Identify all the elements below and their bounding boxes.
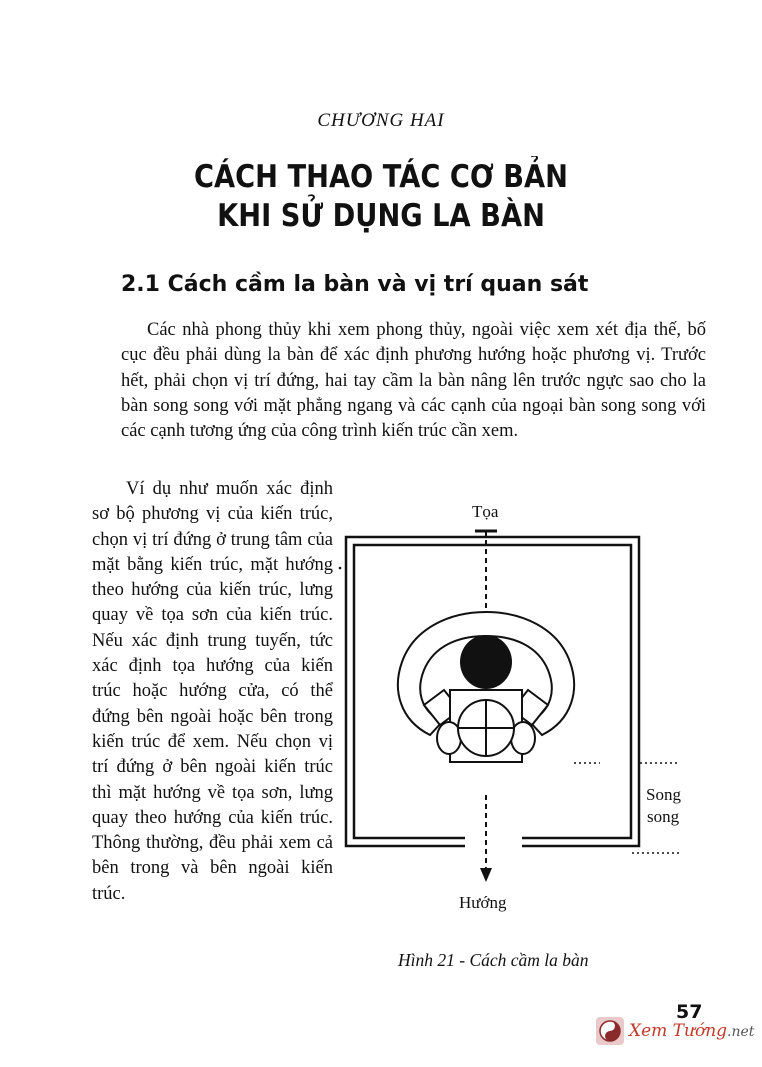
arrow-down-icon [480, 868, 492, 882]
watermark-brand: Xem Tướng [629, 1021, 728, 1041]
chapter-title-line-1: CÁCH THAO TÁC CƠ BẢN [194, 159, 568, 195]
figure-compass-holding [330, 495, 700, 930]
label-huong: Hướng [459, 893, 507, 912]
person-head [460, 635, 512, 689]
paragraph-example: Ví dụ như muốn xác định sơ bộ phương vị của kiến trúc, chọn vị trí đứng ở trung tâm của mặt bằng kiến trúc, mặt hướng theo hướng của kiến trúc, lưng quay về tọa sơn của kiến trúc. Nếu xác định trung tuyến, tức xác định tọa hướng của kiến trúc hoặc hướng cửa, có thể đứng bên ngoài hoặc bên trong kiến trúc để xem. Nếu chọn vị trí đứng ở bên ngoài kiến trúc thì mặt hướng về tọa sơn, lưng quay theo hướng của kiến trúc. Thông thường, đều phải xem cả bên trong và bên ngoài kiến trúc. [92, 479, 333, 904]
chapter-title-line-2: KHI SỬ DỤNG LA BÀN [217, 198, 545, 234]
figure-caption: Hình 21 - Cách cầm la bàn [398, 950, 589, 970]
section-heading: 2.1 Cách cầm la bàn và vị trí quan sát [121, 272, 589, 297]
label-song-1: Song [646, 785, 681, 804]
watermark-text [629, 1021, 754, 1041]
paragraph-intro: Các nhà phong thủy khi xem phong thủy, ngoài việc xem xét địa thế, bố cục đều phải dùng la bàn để xác định phương hướng hoặc phương vị. Trước hết, phải chọn vị trí đứng, hai tay cầm la bàn nâng lên trước ngực sao cho la bàn song song với mặt phẳng ngang và các cạnh của ngoại bàn song song với các cạnh tương ứng của công trình kiến trúc cần xem. [121, 320, 706, 442]
watermark-suffix: .net [727, 1024, 755, 1040]
page-number: 57 [676, 1001, 703, 1023]
chapter-label: CHƯƠNG HAI [317, 110, 445, 131]
yin-yang-icon [596, 1017, 624, 1045]
watermark [596, 1016, 754, 1046]
label-toa: Tọa [472, 502, 499, 521]
label-song-2: song [647, 807, 680, 826]
